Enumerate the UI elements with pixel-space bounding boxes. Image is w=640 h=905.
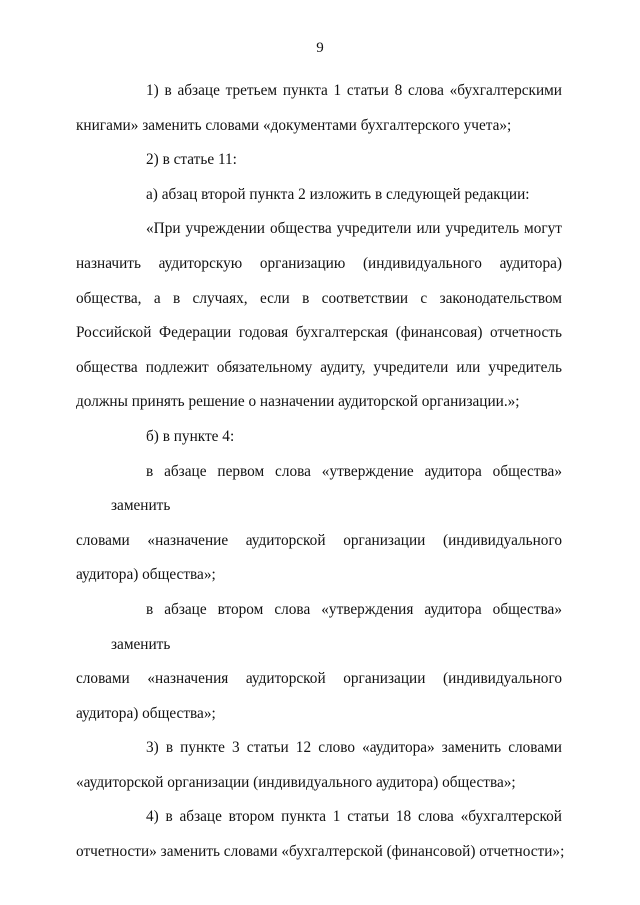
text-line: 3) в пункте 3 статьи 12 слово «аудитора» заменить словами	[146, 739, 562, 757]
text-line: 1) в абзаце третьем пункта 1 статьи 8 слова «бухгалтерскими	[146, 82, 562, 99]
text-line: «аудиторской организации (индивидуального аудитора) общества»;	[76, 773, 516, 791]
text-line: «При учреждении общества учредители или учредитель могут	[146, 220, 562, 238]
text-line: общества, а в случаях, если в соответствии с законодательством	[76, 289, 562, 307]
paragraph	[76, 420, 562, 455]
text-line: 2) в статье 11:	[146, 151, 237, 169]
paragraph	[76, 455, 562, 593]
text-line: б) в пункте 4:	[146, 427, 235, 445]
paragraph	[76, 74, 562, 143]
text-line: аудитора) общества»;	[76, 566, 216, 584]
paragraph	[76, 212, 562, 420]
text-line: 4) в абзаце втором пункта 1 статьи 18 слова «бухгалтерской	[146, 808, 562, 826]
text-line: Российской Федерации годовая бухгалтерская (финансовая) отчетность	[76, 324, 562, 342]
text-line: должны принять решение о назначении аудиторской организации.»;	[76, 393, 520, 411]
text-line: словами «назначение аудиторской организации (индивидуального	[76, 531, 562, 549]
document-body	[76, 74, 565, 870]
text-line: аудитора) общества»;	[76, 704, 216, 722]
text-line: в абзаце первом слова «утверждение аудитора общества» заменить	[111, 462, 562, 515]
text-line: общества подлежит обязательному аудиту, учредители или учредитель	[76, 358, 562, 376]
page-number: 9	[316, 40, 324, 56]
text-line: назначить аудиторскую организацию (индивидуального аудитора)	[76, 254, 562, 272]
paragraph	[76, 178, 562, 213]
paragraph	[76, 731, 562, 800]
paragraph	[76, 143, 562, 178]
text-line: книгами» заменить словами «документами бухгалтерского учета»;	[76, 116, 512, 134]
text-line: а) абзац второй пункта 2 изложить в следующей редакции:	[146, 185, 530, 203]
paragraph	[76, 800, 565, 869]
paragraph	[76, 593, 562, 731]
text-line: в абзаце втором слова «утверждения аудитора общества» заменить	[111, 600, 562, 653]
text-line: словами «назначения аудиторской организации (индивидуального	[76, 670, 562, 688]
text-line: отчетности» заменить словами «бухгалтерской (финансовой) отчетности»;	[76, 843, 565, 861]
